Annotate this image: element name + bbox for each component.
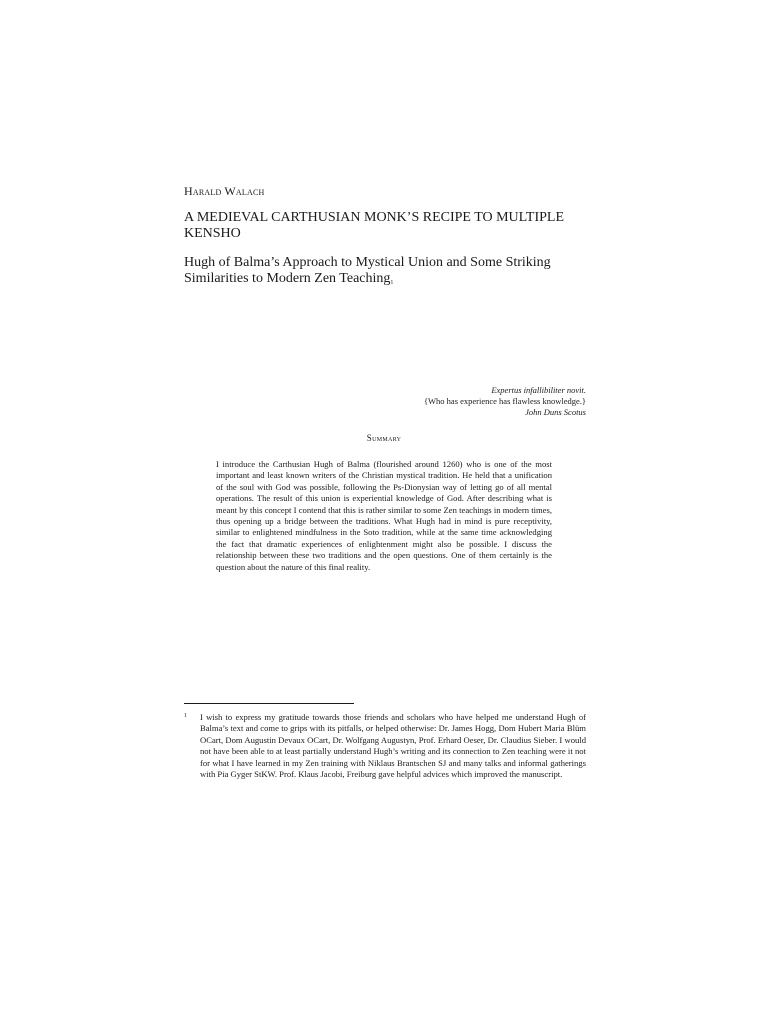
- paper-title: A MEDIEVAL CARTHUSIAN MONK’S RECIPE TO MULTIPLE KENSHO: [184, 210, 565, 241]
- summary-abstract: I introduce the Carthusian Hugh of Balma (flourished around 1260) who is one of the most important and least known writers of the Christian mystical tradition. He held that a unification of the soul with God was possible, following the Ps-Dionysian way of letting go of all mental operations. The result of this union is experiential knowledge of God. After describing what is meant by this concept I contend that this is rather similar to some Zen teachings in modern times, thus opening up a bridge between the traditions. What Hugh had in mind is pure receptivity, similar to enlightened mindfulness in the Soto tradition, while at the same time acknowledging the fact that dramatic experiences of enlightenment might also be possible. I discuss the relationship between these two traditions and the open questions. One of them certainly is the question about the nature of this final reality.: [216, 459, 552, 572]
- subtitle-footnote-marker: 1: [390, 280, 394, 286]
- footnote-marker: 1: [184, 713, 187, 719]
- footnote: [184, 712, 586, 780]
- epigraph-attribution: John Duns Scotus: [525, 407, 586, 417]
- epigraph-translation: {Who has experience has flawless knowledge.}: [423, 396, 586, 406]
- epigraph: [300, 385, 586, 418]
- paper-subtitle-text: Hugh of Balma’s Approach to Mystical Union and Some Striking Similarities to Modern Zen Teaching: [184, 255, 551, 286]
- paper-subtitle: [184, 255, 604, 287]
- author-name: Harald Walach: [184, 184, 265, 198]
- epigraph-quote: Expertus infallibiliter novit.: [491, 385, 586, 395]
- footnote-text: I wish to express my gratitude towards those friends and scholars who have helped me understand Hugh of Balma’s text and come to grips with its pitfalls, or helped otherwise: Dr. James Hogg, Dom Hubert Maria Blüm OCart, Dom Augustin Devaux OCart, Dr. Wolfgang Augustyn, Prof. Erhard Oeser, Dr. Claudius Sieber. I would not have been able to at least partially understand Hugh’s writing and its connection to Zen teaching were it not for what I have learned in my Zen training with Niklaus Brantschen SJ and many talks and informal gatherings with Pia Gyger StKW. Prof. Klaus Jacobi, Freiburg gave helpful advices which improved the manuscript.: [200, 712, 586, 780]
- footnote-divider: [184, 703, 354, 704]
- summary-heading: Summary: [366, 433, 402, 443]
